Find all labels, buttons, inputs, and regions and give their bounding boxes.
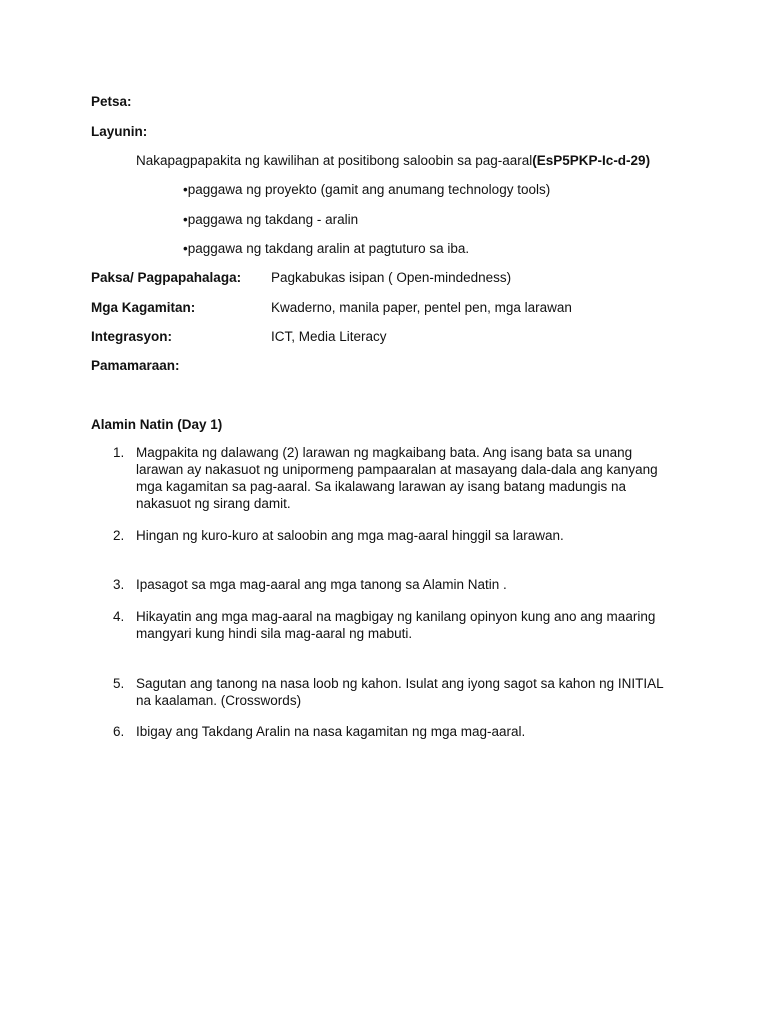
paksa-label: Paksa/ Pagpapahalaga: [91, 270, 242, 285]
list-item [113, 527, 683, 544]
kagamitan-label: Mga Kagamitan: [91, 300, 196, 315]
list-text: Ibigay ang Takdang Aralin na nasa kagamitan ng mga mag-aaral. [136, 724, 526, 739]
list-number: 6. [113, 724, 125, 739]
objective-text: Nakapagpapakita ng kawilihan at positibong saloobin sa pag-aaral [136, 153, 533, 168]
list-number: 4. [113, 609, 125, 624]
paksa-value: Pagkabukas isipan ( Open-mindedness) [271, 270, 512, 285]
objective-bullet: •paggawa ng takdang aralin at pagtuturo sa iba. [183, 241, 470, 256]
kagamitan-value: Kwaderno, manila paper, pentel pen, mga larawan [271, 300, 572, 315]
petsa-label: Petsa: [91, 94, 132, 109]
list-number: 1. [113, 445, 125, 460]
list-item [113, 576, 683, 593]
objective-bullet: •paggawa ng takdang - aralin [183, 212, 359, 227]
objective-code: (EsP5PKP-Ic-d-29) [532, 153, 651, 168]
pamamaraan-label: Pamamaraan: [91, 358, 180, 373]
list-text: Hikayatin ang mga mag-aaral na magbigay ng kanilang opinyon kung ano ang maaring mangyari kung hindi sila mag-aaral ng mabuti. [136, 609, 656, 641]
list-number: 3. [113, 577, 125, 592]
integrasyon-label: Integrasyon: [91, 329, 173, 344]
list-item [113, 675, 683, 709]
objective-line [136, 152, 650, 169]
list-text: Hingan ng kuro-kuro at saloobin ang mga mag-aaral hinggil sa larawan. [136, 528, 564, 543]
list-number: 2. [113, 528, 125, 543]
list-number: 5. [113, 676, 125, 691]
list-text: Magpakita ng dalawang (2) larawan ng magkaibang bata. Ang isang bata sa unang larawan ay nakasuot ng unipormeng pampaaralan at masayang dala-dala ang kanyang mga kagamitan sa pag-aaral. Sa ikalawang larawan ay isang batang madungis na nakasuot ng sirang damit. [136, 445, 658, 511]
layunin-label: Layunin: [91, 124, 148, 139]
list-item [113, 723, 683, 740]
integrasyon-value: ICT, Media Literacy [271, 329, 387, 344]
section-title: Alamin Natin (Day 1) [91, 417, 223, 432]
list-item [113, 608, 683, 642]
list-text: Ipasagot sa mga mag-aaral ang mga tanong sa Alamin Natin . [136, 577, 507, 592]
list-item [113, 444, 683, 512]
objective-bullet: •paggawa ng proyekto (gamit ang anumang technology tools) [183, 182, 551, 197]
list-text: Sagutan ang tanong na nasa loob ng kahon. Isulat ang iyong sagot sa kahon ng INITIAL na kaalaman. (Crosswords) [136, 676, 664, 708]
